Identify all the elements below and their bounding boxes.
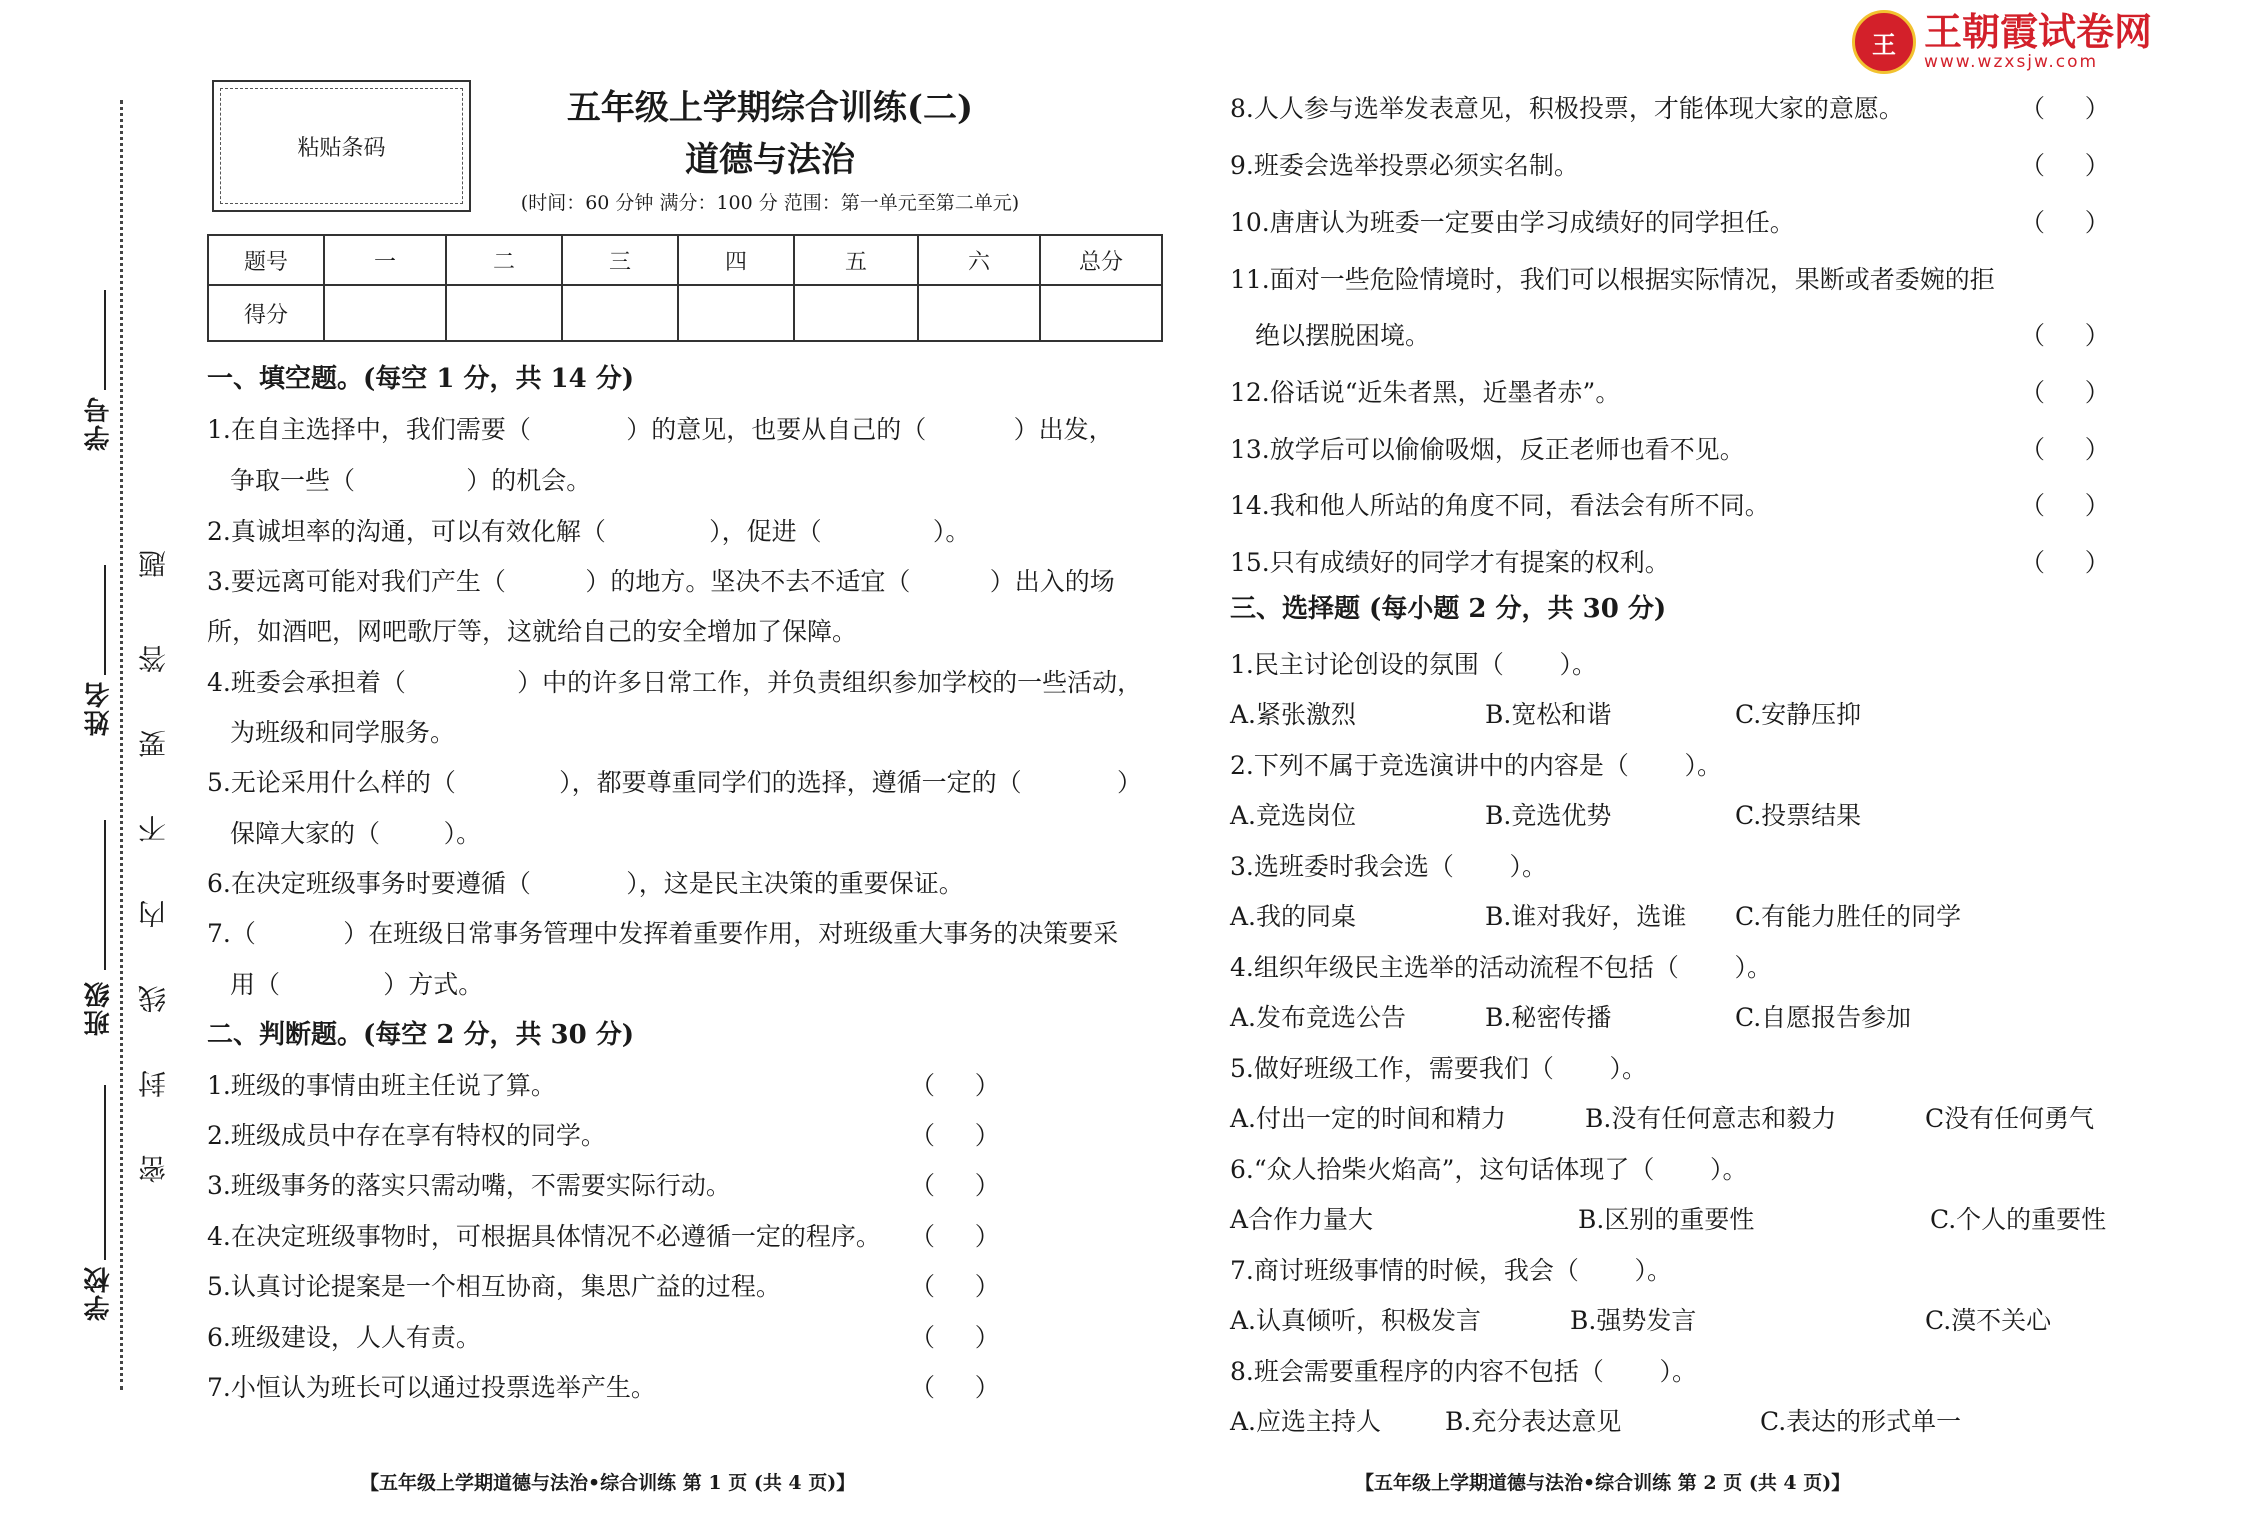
choice-option[interactable]: B.充分表达意见 xyxy=(1445,1407,1622,1436)
choice-option[interactable]: A.应选主持人 xyxy=(1230,1407,1382,1436)
answer-paren[interactable]: （ ） xyxy=(2020,94,2110,123)
judge-item: 9.班委会选举投票必须实名制。 xyxy=(1230,151,1579,180)
binding-blank-xuexiao xyxy=(104,1085,106,1260)
page-footer-right: 【五年级上学期道德与法治•综合训练 第 2 页 (共 4 页)】 xyxy=(1355,1472,1851,1494)
choice-question: 7.商讨班级事情的时候，我会（ ）。 xyxy=(1230,1256,1672,1285)
binding-label-xingming: 姓名 xyxy=(84,680,114,736)
choice-option[interactable]: C.表达的形式单一 xyxy=(1760,1407,1962,1436)
score-header-cell: 五 xyxy=(794,235,918,285)
judge-item: 5.认真讨论提案是一个相互协商，集思广益的过程。 xyxy=(207,1272,781,1301)
answer-paren[interactable]: （ ） xyxy=(910,1272,1000,1301)
answer-paren[interactable]: （ ） xyxy=(910,1222,1000,1251)
answer-paren[interactable]: （ ） xyxy=(2020,151,2110,180)
answer-paren[interactable]: （ ） xyxy=(2020,435,2110,464)
score-cell[interactable] xyxy=(794,285,918,341)
judge-item: 4.在决定班级事物时，可根据具体情况不必遵循一定的程序。 xyxy=(207,1222,881,1251)
choice-option[interactable]: B.宽松和谐 xyxy=(1485,700,1612,729)
choice-option[interactable]: B.没有任何意志和毅力 xyxy=(1585,1104,1837,1133)
choice-question: 1.民主讨论创设的氛围（ ）。 xyxy=(1230,650,1597,679)
choice-question: 6.“众人拾柴火焰高”，这句话体现了（ ）。 xyxy=(1230,1155,1748,1184)
binding-blank-xuehao xyxy=(104,290,106,390)
fill-line: 2.真诚坦率的沟通，可以有效化解（ ），促进（ ）。 xyxy=(207,517,971,546)
judge-item: 绝以摆脱困境。 xyxy=(1255,321,1431,350)
barcode-label: 粘贴条码 xyxy=(220,88,463,204)
answer-paren[interactable]: （ ） xyxy=(910,1373,1000,1402)
choice-option[interactable]: C.自愿报告参加 xyxy=(1735,1003,1912,1032)
seal-char: 答 xyxy=(137,645,170,673)
answer-paren[interactable]: （ ） xyxy=(2020,378,2110,407)
seal-char: 要 xyxy=(137,730,170,758)
choice-option[interactable]: A.发布竞选公告 xyxy=(1230,1003,1407,1032)
fill-line: 7.（ ）在班级日常事务管理中发挥着重要作用，对班级重大事务的决策要采 xyxy=(207,919,1119,948)
answer-paren[interactable]: （ ） xyxy=(2020,321,2110,350)
choice-option[interactable]: A.紧张激烈 xyxy=(1230,700,1357,729)
score-cell[interactable] xyxy=(1040,285,1162,341)
logo-name: 王朝霞试卷网 xyxy=(1924,10,2153,54)
fill-line: 4.班委会承担着（ ）中的许多日常工作，并负责组织参加学校的一些活动， xyxy=(207,668,1143,697)
answer-paren[interactable]: （ ） xyxy=(910,1171,1000,1200)
choice-option[interactable]: A.付出一定的时间和精力 xyxy=(1230,1104,1507,1133)
fill-line: 所，如酒吧，网吧歌厅等，这就给自己的安全增加了保障。 xyxy=(207,617,858,646)
answer-paren[interactable]: （ ） xyxy=(910,1323,1000,1352)
score-header-cell: 题号 xyxy=(208,235,324,285)
score-header-cell: 六 xyxy=(918,235,1040,285)
exam-info: (时间：60 分钟 满分：100 分 范围：第一单元至第二单元) xyxy=(520,192,1020,214)
score-cell[interactable] xyxy=(562,285,678,341)
score-header-cell: 四 xyxy=(678,235,794,285)
score-cell[interactable] xyxy=(446,285,562,341)
fill-line: 为班级和同学服务。 xyxy=(230,718,456,747)
fill-line: 6.在决定班级事务时要遵循（ ），这是民主决策的重要保证。 xyxy=(207,869,964,898)
score-cell[interactable] xyxy=(918,285,1040,341)
judge-item: 10.唐唐认为班委一定要由学习成绩好的同学担任。 xyxy=(1230,208,1795,237)
logo-url: www.wzxsjw.com xyxy=(1924,52,2099,72)
page-footer-left: 【五年级上学期道德与法治•综合训练 第 1 页 (共 4 页)】 xyxy=(360,1472,856,1494)
fill-line: 保障大家的（ ）。 xyxy=(230,819,482,848)
section2-heading: 二、判断题。(每空 2 分，共 30 分) xyxy=(207,1020,635,1050)
choice-option[interactable]: C.投票结果 xyxy=(1735,801,1862,830)
answer-paren[interactable]: （ ） xyxy=(2020,208,2110,237)
judge-item: 8.人人参与选举发表意见，积极投票，才能体现大家的意愿。 xyxy=(1230,94,1904,123)
choice-option[interactable]: C.漠不关心 xyxy=(1925,1306,2052,1335)
choice-question: 2.下列不属于竞选演讲中的内容是（ ）。 xyxy=(1230,751,1722,780)
binding-dotted-line xyxy=(120,100,123,1390)
score-header-cell: 一 xyxy=(324,235,446,285)
score-cell[interactable] xyxy=(678,285,794,341)
judge-item: 2.班级成员中存在享有特权的同学。 xyxy=(207,1121,606,1150)
choice-option[interactable]: C.有能力胜任的同学 xyxy=(1735,902,1962,931)
answer-paren[interactable]: （ ） xyxy=(2020,491,2110,520)
binding-label-xuehao: 学号 xyxy=(84,395,114,451)
fill-line: 5.无论采用什么样的（ ），都要尊重同学们的选择，遵循一定的（ ） xyxy=(207,768,1143,797)
score-header-cell: 二 xyxy=(446,235,562,285)
exam-subject: 道德与法治 xyxy=(685,140,855,180)
section3-heading: 三、选择题 (每小题 2 分，共 30 分) xyxy=(1230,594,1667,624)
exam-title: 五年级上学期综合训练(二) xyxy=(566,88,974,128)
judge-item: 13.放学后可以偷偷吸烟，反正老师也看不见。 xyxy=(1230,435,1745,464)
binding-blank-xingming xyxy=(104,565,106,675)
judge-item: 11.面对一些危险情境时，我们可以根据实际情况，果断或者委婉的拒 xyxy=(1230,265,1995,294)
judge-item: 15.只有成绩好的同学才有提案的权利。 xyxy=(1230,548,1670,577)
answer-paren[interactable]: （ ） xyxy=(910,1121,1000,1150)
answer-paren[interactable]: （ ） xyxy=(910,1071,1000,1100)
judge-item: 6.班级建设，人人有责。 xyxy=(207,1323,481,1352)
choice-question: 8.班会需要重程序的内容不包括（ ）。 xyxy=(1230,1357,1697,1386)
seal-char: 封 xyxy=(137,1070,170,1098)
answer-paren[interactable]: （ ） xyxy=(2020,548,2110,577)
barcode-area xyxy=(212,80,471,212)
choice-option[interactable]: C.个人的重要性 xyxy=(1930,1205,2107,1234)
site-logo xyxy=(1852,10,2152,74)
score-row-label: 得分 xyxy=(208,285,324,341)
choice-option[interactable]: A合作力量大 xyxy=(1230,1205,1374,1234)
judge-item: 14.我和他人所站的角度不同，看法会有所不同。 xyxy=(1230,491,1770,520)
fill-line: 争取一些（ ）的机会。 xyxy=(230,466,592,495)
choice-option[interactable]: B.强势发言 xyxy=(1570,1306,1697,1335)
score-cell[interactable] xyxy=(324,285,446,341)
score-table-header-row xyxy=(208,235,1162,285)
score-table xyxy=(207,234,1163,342)
score-table-row xyxy=(208,285,1162,341)
seal-char: 内 xyxy=(137,900,170,928)
choice-option[interactable]: B.秘密传播 xyxy=(1485,1003,1612,1032)
section1-heading: 一、填空题。(每空 1 分，共 14 分) xyxy=(207,364,635,394)
seal-char: 线 xyxy=(137,985,170,1013)
fill-line: 3.要远离可能对我们产生（ ）的地方。坚决不去不适宜（ ）出入的场 xyxy=(207,567,1115,596)
choice-option[interactable]: A.认真倾听，积极发言 xyxy=(1230,1306,1482,1335)
seal-char: 题 xyxy=(137,550,170,578)
choice-question: 3.选班委时我会选（ ）。 xyxy=(1230,852,1547,881)
binding-label-banji: 班级 xyxy=(84,980,114,1036)
choice-option[interactable]: B.谁对我好，选谁 xyxy=(1485,902,1687,931)
fill-line: 1.在自主选择中，我们需要（ ）的意见，也要从自己的（ ）出发， xyxy=(207,415,1114,444)
choice-option[interactable]: A.我的同桌 xyxy=(1230,902,1357,931)
score-header-cell: 总分 xyxy=(1040,235,1162,285)
judge-item: 7.小恒认为班长可以通过投票选举产生。 xyxy=(207,1373,656,1402)
binding-blank-banji xyxy=(104,820,106,970)
score-header-cell: 三 xyxy=(562,235,678,285)
choice-option[interactable]: A.竞选岗位 xyxy=(1230,801,1357,830)
seal-char: 密 xyxy=(137,1155,170,1183)
binding-label-xuexiao: 学校 xyxy=(84,1265,114,1321)
choice-question: 4.组织年级民主选举的活动流程不包括（ ）。 xyxy=(1230,953,1772,982)
choice-option[interactable]: B.区别的重要性 xyxy=(1578,1205,1755,1234)
judge-item: 12.俗话说“近朱者黑，近墨者赤”。 xyxy=(1230,378,1621,407)
choice-option[interactable]: C没有任何勇气 xyxy=(1925,1104,2095,1133)
fill-line: 用（ ）方式。 xyxy=(230,970,484,999)
judge-item: 3.班级事务的落实只需动嘴，不需要实际行动。 xyxy=(207,1171,731,1200)
choice-question: 5.做好班级工作，需要我们（ ）。 xyxy=(1230,1054,1647,1083)
seal-char: 不 xyxy=(137,815,170,843)
judge-item: 1.班级的事情由班主任说了算。 xyxy=(207,1071,556,1100)
logo-seal-icon: 王 xyxy=(1852,10,1916,74)
choice-option[interactable]: B.竞选优势 xyxy=(1485,801,1612,830)
choice-option[interactable]: C.安静压抑 xyxy=(1735,700,1862,729)
